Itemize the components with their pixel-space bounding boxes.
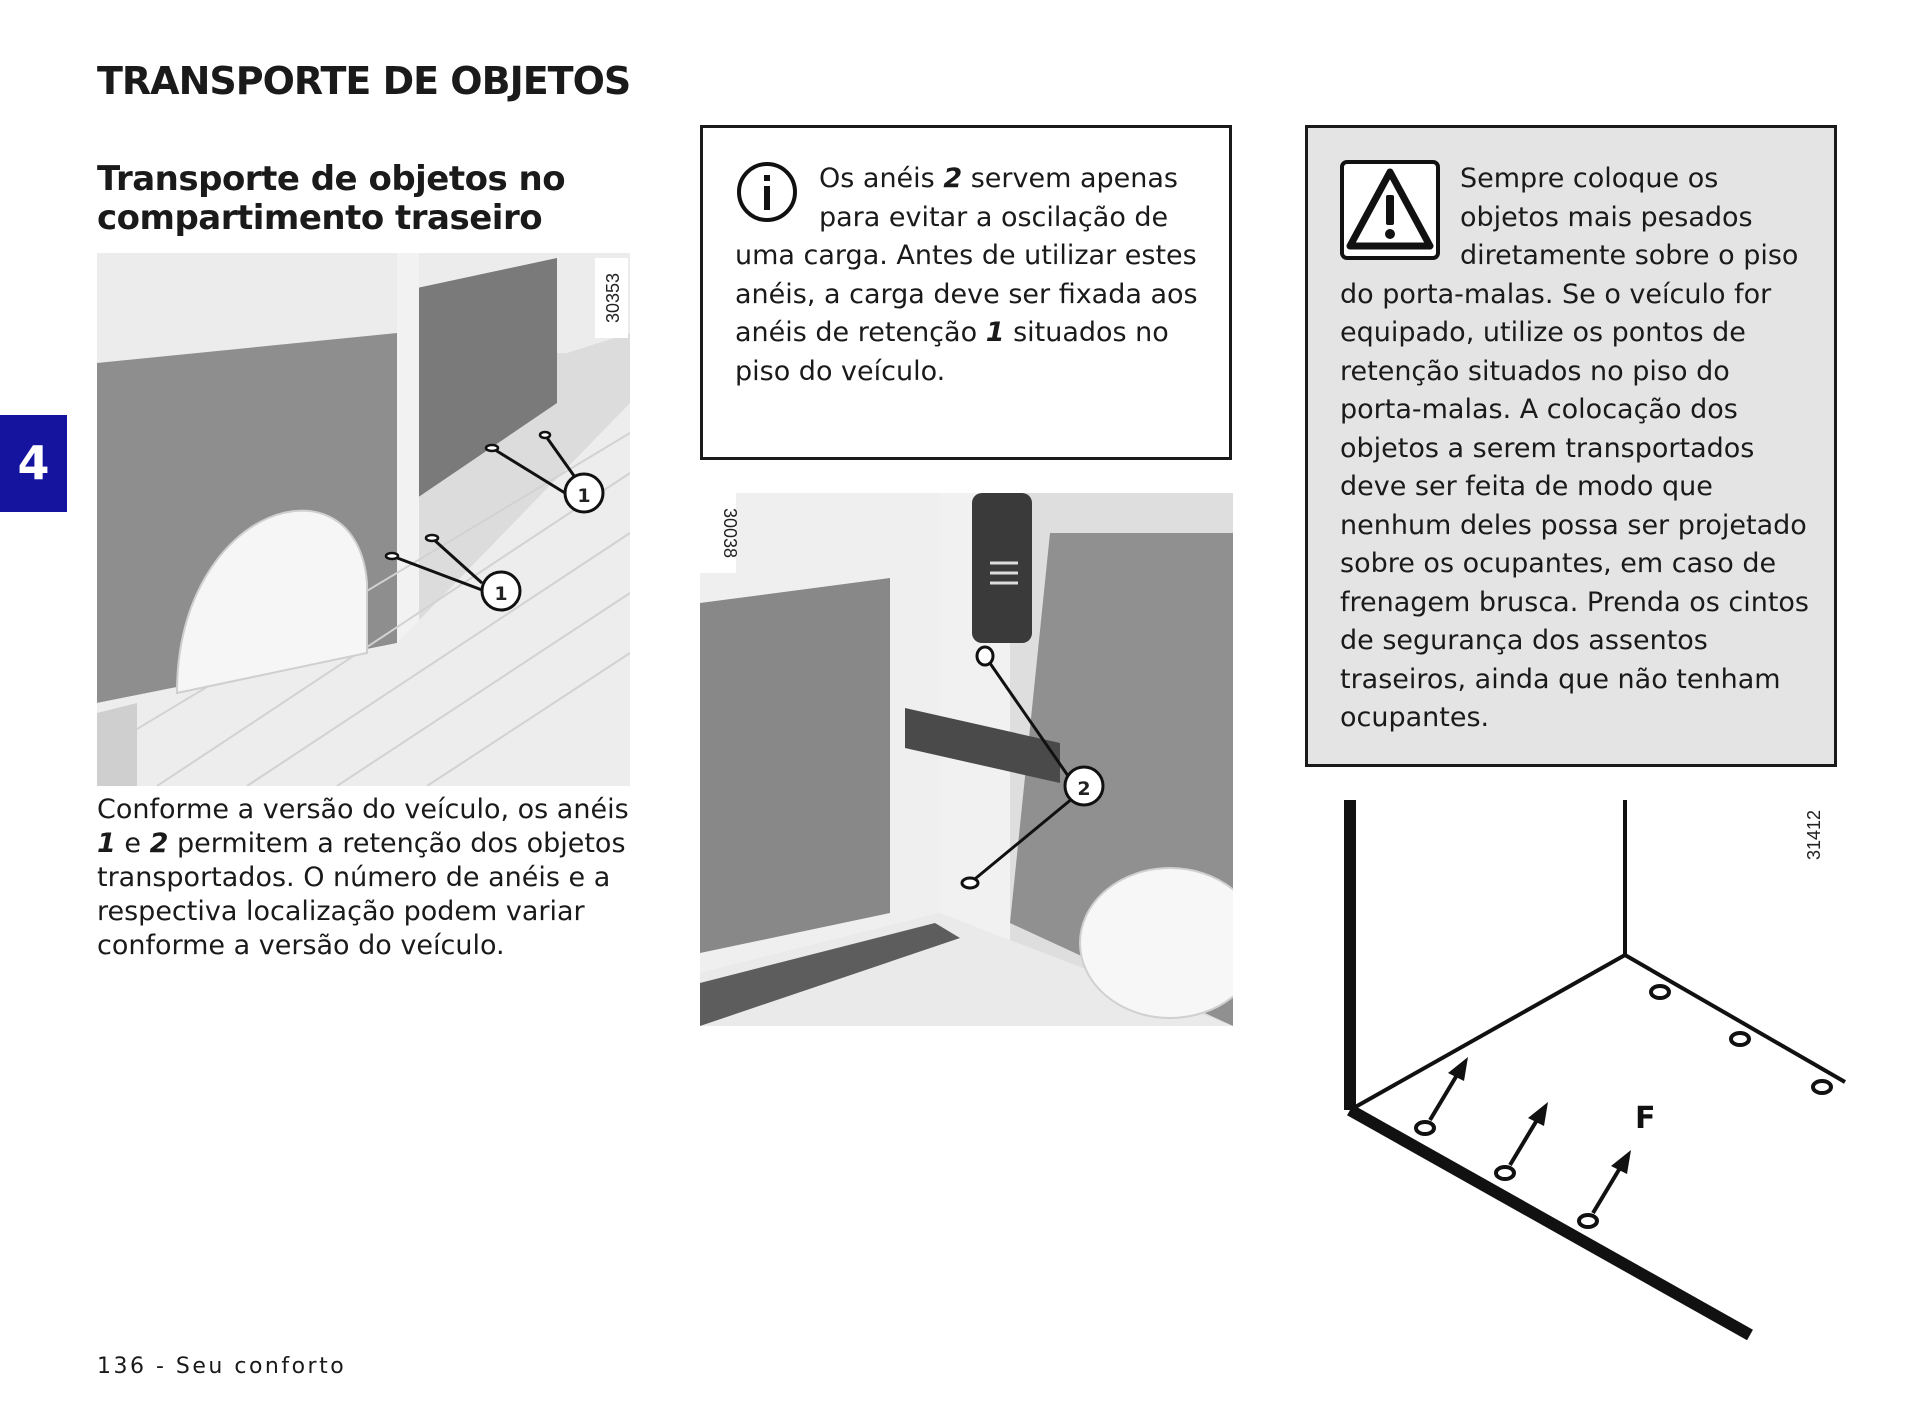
figure-code: 30353 [603,272,623,324]
warning-box [1305,125,1837,767]
page-footer: 136 - Seu conforto [97,1354,347,1379]
callout-1 [482,572,520,610]
figure-code: 30038 [720,507,740,559]
info-text: Os anéis 2 servem apenas para evitar a oscilação de uma carga. Antes de utilizar estes anéis, a carga deve ser fixada aos anéis de retenção 1 situados no piso do veículo. [735,163,1198,387]
warning-text: Sempre coloque os objetos mais pesados diretamente sobre o piso do porta-malas. Se o veículo for equipado, utilize os pontos de retenção situados no piso do porta-malas. A colocação dos objetos a serem transportados deve ser feita de modo que nenhum deles possa ser projetado sobre os ocupantes, em caso de frenagem brusca. Prenda os cintos de segurança dos assentos traseiros, ainda que não tenham ocupantes. [1340,163,1809,733]
chapter-tab: 4 [0,415,67,512]
callout-2 [1065,767,1103,805]
rear-door-photo [700,493,1233,1026]
section-heading: Transporte de objetos no compartimento traseiro [97,159,566,238]
left-caption: Conforme a versão do veículo, os anéis 1 e 2 permitem a retenção dos objetos transportados. O número de anéis e a respectiva localização podem variar conforme a versão do veículo. [97,794,629,961]
warning-triangle-icon [1340,160,1440,260]
figure-code: 31412 [1804,809,1824,861]
info-icon [735,160,799,224]
svg-text:2: 2 [1077,778,1091,800]
svg-text:1: 1 [494,583,508,605]
info-box [700,125,1232,460]
cargo-floor-diagram [1340,795,1860,1340]
cargo-floor-photo [97,253,630,786]
diagram-label-f: F [1635,1101,1656,1136]
page-title: TRANSPORTE DE OBJETOS [97,59,631,103]
callout-1 [565,474,603,512]
svg-text:1: 1 [577,485,591,507]
